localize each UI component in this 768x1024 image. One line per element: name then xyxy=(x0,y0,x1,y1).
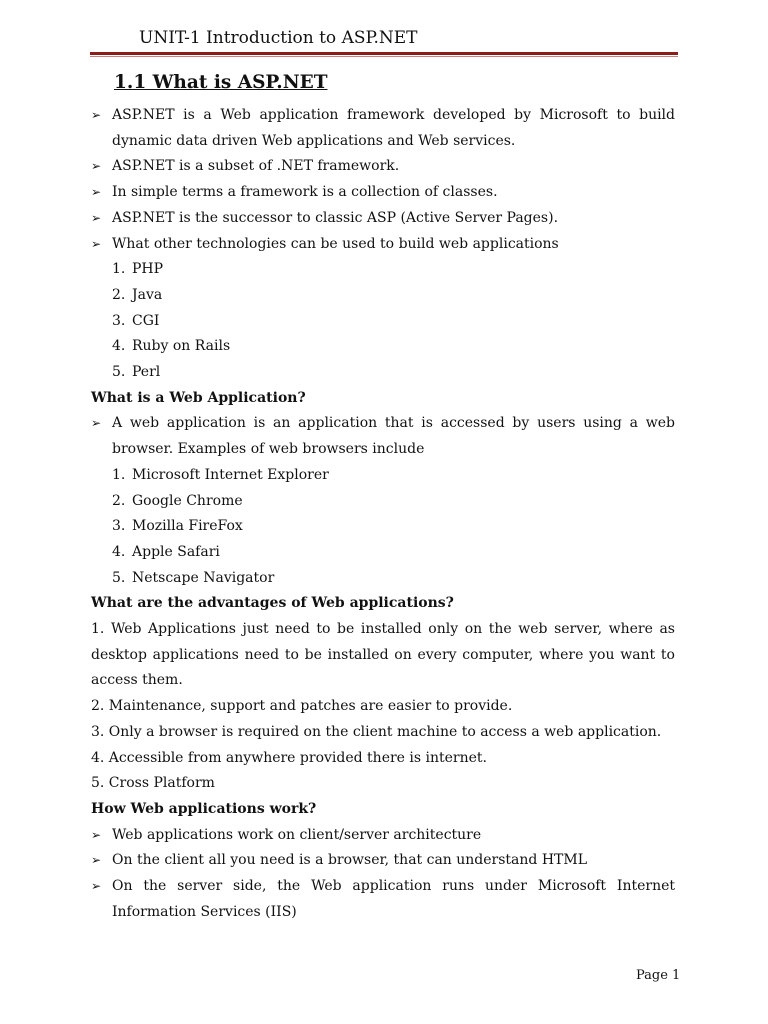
header-title: UNIT-1 Introduction to ASP.NET xyxy=(139,28,418,48)
paragraph: 5. Cross Platform xyxy=(91,775,215,792)
numbered-item: 2. Google Chrome xyxy=(112,492,243,509)
paragraph: 4. Accessible from anywhere provided there is internet. xyxy=(91,749,487,766)
numbered-item: 4. Ruby on Rails xyxy=(112,338,231,355)
bullet-arrow-icon: ➢ xyxy=(91,185,102,200)
section-title: 1.1 What is ASP.NET xyxy=(114,72,328,93)
subheading: How Web applications work? xyxy=(91,800,317,817)
paragraph: 3. Only a browser is required on the client machine to access a web application. xyxy=(91,723,662,740)
numbered-item: 5. Netscape Navigator xyxy=(112,569,275,586)
list-item: ➢ ASP.NET is a Web application framework developed by Microsoft to build dynamic data driven Web applications and Web services. xyxy=(91,103,675,154)
bullet-arrow-icon: ➢ xyxy=(91,210,102,225)
numbered-item: 3. Mozilla FireFox xyxy=(112,518,243,535)
page-number: Page 1 xyxy=(636,968,681,983)
list-item: ➢ On the client all you need is a browser, that can understand HTML xyxy=(91,848,675,874)
bullet-arrow-icon: ➢ xyxy=(91,159,102,174)
numbered-item: 1. Microsoft Internet Explorer xyxy=(112,466,329,483)
numbered-item: 4. Apple Safari xyxy=(112,543,220,560)
subheading: What is a Web Application? xyxy=(91,389,306,406)
bullet-arrow-icon: ➢ xyxy=(91,853,102,868)
list-item: ➢ ASP.NET is the successor to classic ASP (Active Server Pages). xyxy=(91,206,675,232)
numbered-item: 5. Perl xyxy=(112,364,161,381)
subheading: What are the advantages of Web applications? xyxy=(91,595,454,612)
list-item: ➢ Web applications work on client/server architecture xyxy=(91,823,675,849)
list-item: ➢ What other technologies can be used to build web applications xyxy=(91,232,675,258)
header-rule xyxy=(90,52,678,57)
numbered-item: 1. PHP xyxy=(112,261,164,278)
numbered-item: 2. Java xyxy=(112,286,163,303)
bullet-arrow-icon: ➢ xyxy=(91,236,102,251)
content-body xyxy=(91,103,675,926)
paragraph: 1. Web Applications just need to be installed only on the web server, where as desktop applications need to be installed on every computer, where you want to access them. xyxy=(91,621,675,689)
bullet-arrow-icon: ➢ xyxy=(91,879,102,894)
numbered-item: 3. CGI xyxy=(112,312,160,329)
bullet-arrow-icon: ➢ xyxy=(91,827,102,842)
list-item: ➢ In simple terms a framework is a collection of classes. xyxy=(91,180,675,206)
bullet-arrow-icon: ➢ xyxy=(91,416,102,431)
list-item: ➢ ASP.NET is a subset of .NET framework. xyxy=(91,154,675,180)
list-item: ➢ A web application is an application that is accessed by users using a web browser. Examples of web browsers include xyxy=(91,411,675,462)
list-item: ➢ On the server side, the Web application runs under Microsoft Internet Information Services (IIS) xyxy=(91,874,675,925)
bullet-arrow-icon: ➢ xyxy=(91,108,102,122)
paragraph: 2. Maintenance, support and patches are easier to provide. xyxy=(91,698,513,715)
